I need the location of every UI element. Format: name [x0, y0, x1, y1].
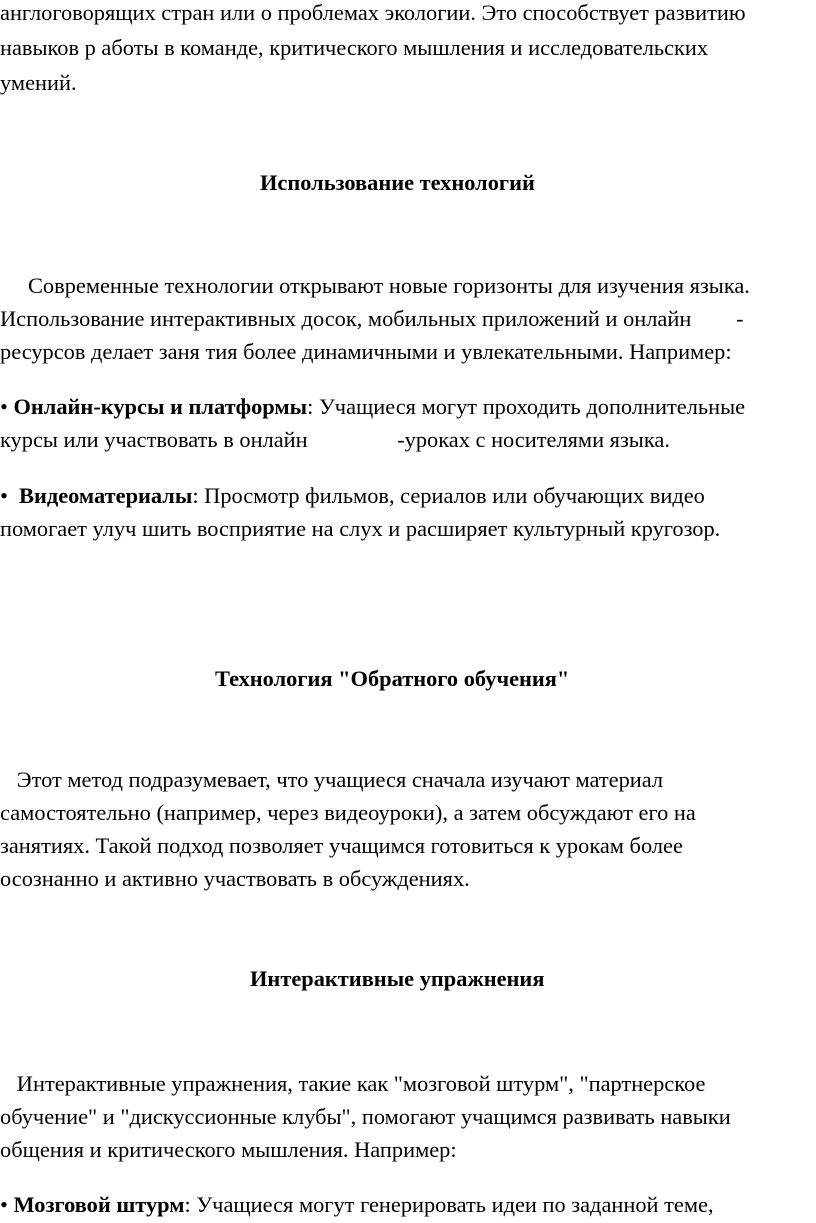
flipped-para-line-3: занятиях. Такой подход позволяет учащимся готовиться к урокам более	[0, 833, 683, 858]
intro-line-1: англоговорящих стран или о проблемах экологии. Это способствует развитию	[0, 0, 746, 25]
intro-line-2: навыков р аботы в команде, критического мышления и исследовательских	[0, 35, 709, 60]
bullet-online-courses-cont: курсы или участвовать в онлайн -уроках с носителями языка.	[0, 427, 670, 452]
bullet-marker: •	[0, 394, 14, 419]
intro-line-3: умений.	[0, 70, 77, 95]
flipped-para-line-1: Этот метод подразумевает, что учащиеся сначала изучают материал	[0, 767, 664, 792]
flipped-para-line-4: осознанно и активно участвовать в обсуждениях.	[0, 866, 470, 891]
tech-para-line-3: ресурсов делает заня тия более динамичными и увлекательными. Например:	[0, 339, 732, 364]
section-heading-technologies: Использование технологий	[260, 170, 535, 195]
tech-para-line-2: Использование интерактивных досок, мобильных приложений и онлайн -	[0, 306, 744, 331]
bullet-marker: •	[0, 483, 20, 508]
interactive-para-line-3: общения и критического мышления. Например:	[0, 1137, 457, 1162]
bullet-text: : Учащиеся могут проходить дополнительные	[307, 394, 746, 419]
section-heading-flipped: Технология "Обратного обучения"	[215, 666, 570, 691]
bullet-brainstorm	[0, 1194, 714, 1216]
interactive-para-line-2: обучение" и "дискуссионные клубы", помогают учащимся развивать навыки	[0, 1104, 731, 1129]
tech-para-line-1: Современные технологии открывают новые горизонты для изучения языка.	[0, 273, 750, 298]
flipped-para-line-2: самостоятельно (например, через видеоуроки), а затем обсуждают его на	[0, 800, 696, 825]
section-heading-interactive: Интерактивные упражнения	[250, 966, 545, 991]
bullet-term: Видеоматериалы	[19, 483, 193, 508]
bullet-term: Мозговой штурм	[13, 1192, 185, 1217]
bullet-video-materials	[0, 485, 705, 507]
bullet-online-courses	[0, 396, 745, 418]
bullet-marker: •	[0, 1192, 14, 1217]
bullet-video-materials-cont: помогает улуч шить восприятие на слух и расширяет культурный кругозор.	[0, 516, 721, 541]
bullet-text: : Учащиеся могут генерировать идеи по заданной теме,	[184, 1192, 714, 1217]
interactive-para-line-1: Интерактивные упражнения, такие как "мозговой штурм", "партнерское	[0, 1071, 706, 1096]
bullet-text: : Просмотр фильмов, сериалов или обучающих видео	[192, 483, 705, 508]
bullet-term: Онлайн-курсы и платформы	[13, 394, 308, 419]
